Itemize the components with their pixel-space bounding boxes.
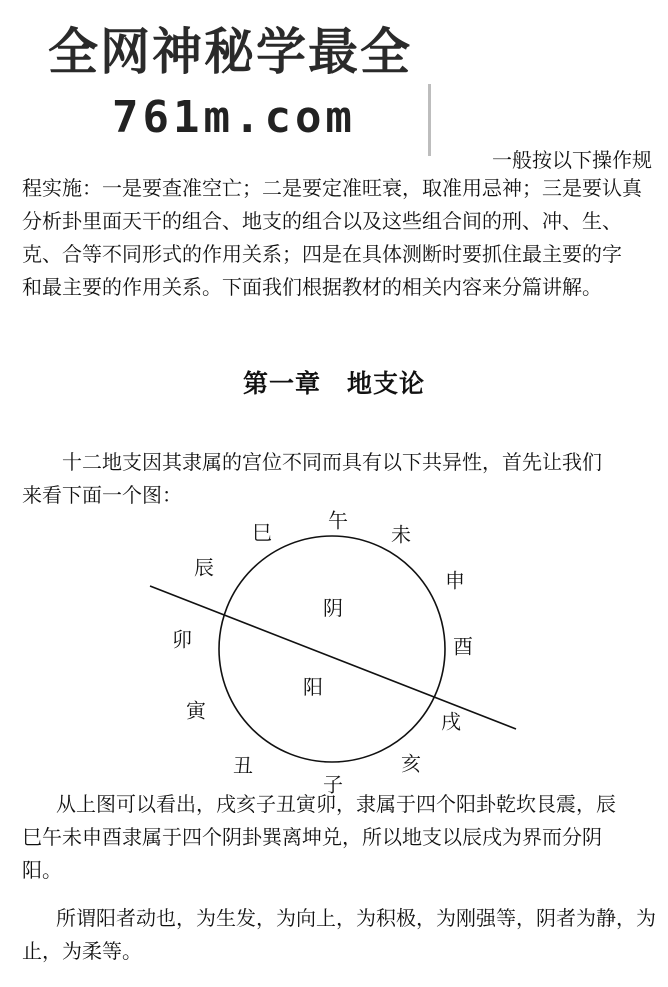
body-paragraph-1 [22, 788, 668, 887]
body-p1-line-1: 从上图可以看出，戌亥子丑寅卯，隶属于四个阳卦乾坎艮震，辰 [56, 792, 616, 816]
body-paragraph-2 [22, 902, 668, 968]
yang-label: 阳 [303, 675, 323, 699]
branch-label: 寅 [186, 698, 206, 723]
body-p2-line-2: 止，为柔等。 [22, 939, 142, 963]
intro-line-5: 和最主要的作用关系。下面我们根据教材的相关内容来分篇讲解。 [22, 275, 602, 299]
body-p2-line-1: 所谓阳者动也，为生发，为向上，为积极，为刚强等，阴者为静，为 [56, 906, 656, 930]
branch-label: 酉 [453, 634, 473, 659]
body-p1-line-2: 巳午未申酉隶属于四个阴卦巽离坤兑，所以地支以辰戌为界而分阴 [22, 825, 602, 849]
chapter-number: 第一章 [242, 369, 321, 398]
branch-label: 巳 [252, 520, 272, 545]
watermark-title: 全网神秘学最全 [48, 23, 412, 81]
branch-label: 戌 [441, 709, 461, 734]
section-intro-line-2: 来看下面一个图： [22, 483, 182, 507]
branch-label: 丑 [233, 753, 253, 778]
intro-line-1: 一般按以下操作规 [492, 148, 652, 172]
branch-label: 亥 [401, 751, 421, 776]
intro-line-2: 程实施：一是要查准空亡；二是要定准旺衰，取准用忌神；三是要认真 [22, 176, 642, 200]
chapter-title: 地支论 [347, 369, 426, 398]
branch-label: 卯 [172, 627, 192, 652]
branch-label: 辰 [194, 555, 214, 580]
section-intro-line-1: 十二地支因其隶属的宫位不同而具有以下共异性，首先让我们 [62, 450, 602, 474]
body-p1-line-3: 阳。 [22, 858, 62, 882]
yin-label: 阴 [323, 596, 343, 620]
branch-labels [172, 509, 473, 797]
branch-label: 未 [391, 522, 411, 547]
branch-label: 子 [323, 772, 343, 797]
branch-label: 午 [328, 508, 348, 533]
branch-label: 申 [445, 568, 465, 593]
watermark-url: 761m.com [112, 92, 356, 143]
palace-circle [219, 536, 445, 762]
intro-line-4: 克、合等不同形式的作用关系；四是在具体测断时要抓住最主要的字 [22, 242, 622, 266]
intro-line-3: 分析卦里面天干的组合、地支的组合以及这些组合间的刑、冲、生、 [22, 209, 622, 233]
